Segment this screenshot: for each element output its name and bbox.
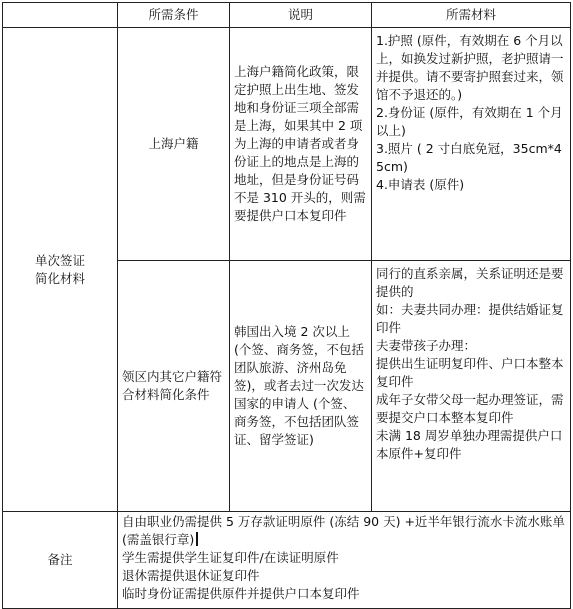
remark-line: 学生需提供学生证复印件/在读证明原件 (122, 550, 339, 565)
material-item: 如：夫妻共同办理：提供结婚证复印件 (376, 302, 564, 335)
section-label-cell (3, 28, 118, 512)
material-item: 1.护照 (原件，有效期在 6 个月以上，如换发过新护照，老护照请一并提供。请不要寄护照套过来，领馆不予退还的。) (376, 33, 564, 102)
material-item: 3.照片 ( 2 寸白底免冠，35cm*45cm) (376, 141, 562, 174)
material-item: 4.申请表 (原件) (376, 177, 465, 192)
header-materials: 所需材料 (372, 3, 571, 28)
condition-cell-shanghai: 上海户籍 (118, 28, 230, 261)
material-item: 提供出生证明复印件、户口本整本复印件 (376, 356, 564, 389)
section-label-line-2: 简化材料 (34, 270, 85, 286)
section-label-line-1: 单次签证 (34, 252, 85, 268)
remarks-label: 备注 (3, 512, 118, 609)
material-item: 成年子女带父母一起办理签证，需要提交户口本整本复印件 (376, 392, 564, 425)
header-condition: 所需条件 (118, 3, 230, 28)
text-cursor (196, 532, 198, 546)
materials-cell-shanghai (372, 28, 571, 261)
visa-requirements-table (2, 2, 571, 609)
header-description: 说明 (230, 3, 372, 28)
remark-line: 自由职业仍需提供 5 万存款证明原件 (冻结 90 天) +近半年银行流水卡流水账单 (需盖银行章) (122, 514, 565, 547)
table-row-shanghai (3, 28, 571, 261)
material-item: 夫妻带孩子办理： (376, 338, 477, 353)
material-item: 同行的直系亲属，关系证明还是要提供的 (376, 266, 564, 299)
header-blank-cell (3, 3, 118, 28)
material-item: 未满 18 周岁单独办理需提供户口本原件+复印件 (376, 428, 563, 461)
material-item: 2.身份证 (原件，有效期在 1 个月以上) (376, 105, 563, 138)
remarks-cell (118, 512, 571, 609)
description-cell-other: 韩国出入境 2 次以上 (个签、商务签，不包括团队旅游、济州岛免签)，或者去过一次发达国家的申请人 (个签、商务签，不包括团队签证、留学签证) (230, 261, 372, 512)
remark-line: 退休需提供退休证复印件 (122, 568, 260, 583)
description-cell-shanghai: 上海户籍简化政策，限定护照上出生地、签发地和身份证三项全部需是上海，如果其中 2 项为上海的申请者或者身份证上的地点是上海的地址，但是身份证号码不是 310 开头的，则需要提供户口本复印件 (230, 28, 372, 261)
header-row (3, 3, 571, 28)
remark-line: 临时身份证需提供原件并提供户口本复印件 (122, 586, 360, 601)
table-row-remarks (3, 512, 571, 609)
condition-cell-other: 领区内其它户籍符合材料简化条件 (118, 261, 230, 512)
materials-cell-other (372, 261, 571, 512)
